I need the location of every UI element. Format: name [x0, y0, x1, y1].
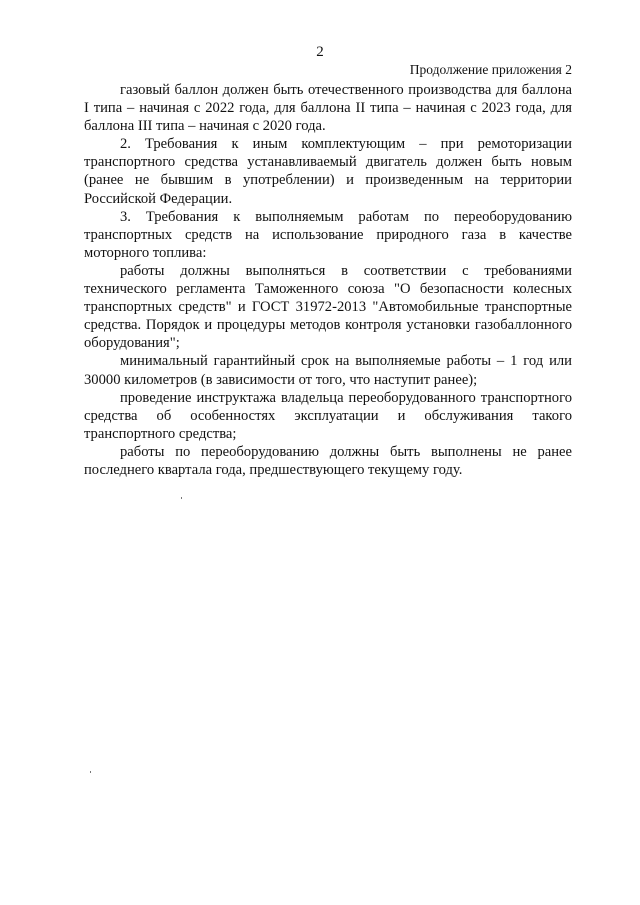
scan-speck — [181, 497, 182, 499]
page-number: 2 — [316, 44, 324, 60]
paragraph-instruction: проведение инструктажа владельца переоборудованного транспортного средства об особенностях эксплуатации и обслуживания такого транспортного средства; — [84, 389, 572, 442]
paragraph-conversion-timing: работы по переоборудованию должны быть выполнены не ранее последнего квартала года, предшествующего текущему году. — [84, 443, 572, 478]
appendix-continuation-note: Продолжение приложения 2 — [409, 62, 572, 77]
paragraph-components-requirements: 2. Требования к иным комплектующим – при ремоторизации транспортного средства устанавливаемый двигатель должен быть новым (ранее не бывшим в употреблении) и произведенным на территории Российской Федерации. — [84, 136, 572, 207]
paragraph-warranty: минимальный гарантийный срок на выполняемые работы – 1 год или 30000 километров (в зависимости от того, что наступит ранее); — [84, 353, 572, 388]
document-body — [84, 81, 572, 479]
paragraph-technical-regulation: работы должны выполняться в соответствии с требованиями технического регламента Таможенного союза "О безопасности колесных транспортных средств" и ГОСТ 31972-2013 "Автомобильные транспортные средства. Порядок и процедуры методов контроля установки газобаллонного оборудования"; — [84, 262, 572, 352]
scan-speck — [90, 771, 91, 773]
paragraph-gas-cylinder: газовый баллон должен быть отечественного производства для баллона I типа – начиная с 2022 года, для баллона II типа – начиная с 2023 года, для баллона III типа – начиная с 2020 года. — [84, 82, 572, 135]
paragraph-works-requirements: 3. Требования к выполняемым работам по переоборудованию транспортных средств на использование природного газа в качестве моторного топлива: — [84, 208, 572, 261]
